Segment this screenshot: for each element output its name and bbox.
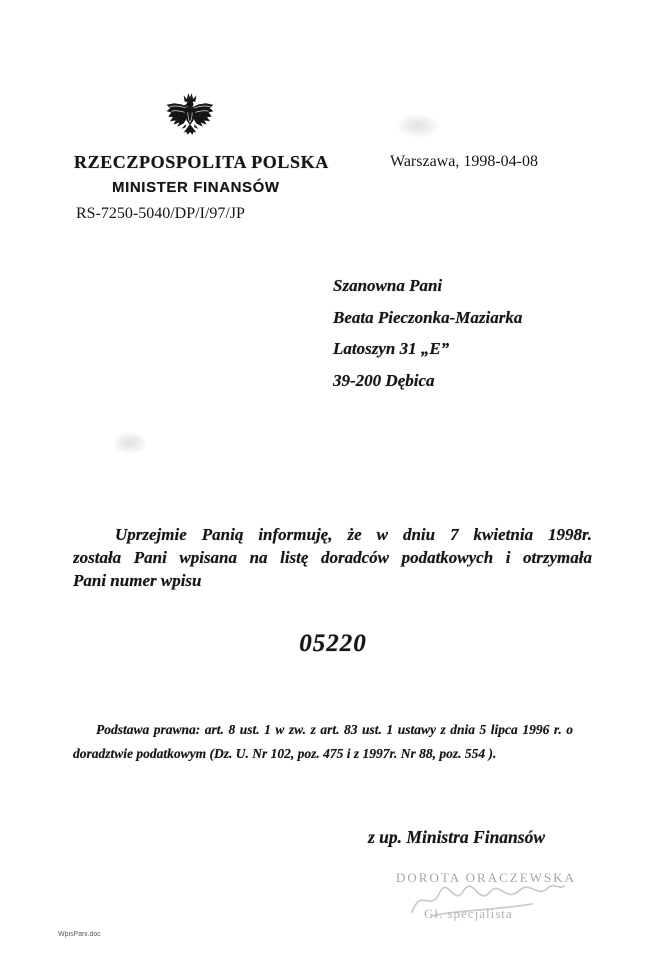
body-line-1: Uprzejmie Panią informuję, że w dniu 7 kwietnia 1998r. bbox=[115, 525, 592, 544]
body-line-2: została Pani wpisana na listę doradców podatkowych i otrzymała bbox=[73, 548, 592, 567]
reference-number: RS-7250-5040/DP/I/97/JP bbox=[76, 205, 245, 222]
scan-smudge bbox=[398, 115, 438, 137]
body-line-3: Pani numer wpisu bbox=[73, 571, 202, 590]
place-and-date: Warszawa, 1998-04-08 bbox=[390, 153, 538, 170]
recipient-address: Latoszyn 31 „E” bbox=[333, 339, 450, 358]
footer-filename: WpisPani.doc bbox=[58, 931, 101, 938]
recipient-name: Beata Pieczonka-Maziarka bbox=[333, 307, 523, 327]
recipient-salutation: Szanowna Pani bbox=[333, 276, 443, 295]
minister-title: MINISTER FINANSÓW bbox=[112, 179, 280, 196]
recipient-postal-city: 39-200 Dębica bbox=[333, 370, 435, 390]
signer-title: Gł. specjalista bbox=[424, 906, 513, 921]
legal-basis-line-2: doradztwie podatkowym (Dz. U. Nr 102, poz. 475 i z 1997r. Nr 88, poz. 554 ). bbox=[73, 746, 497, 761]
country-name: RZECZPOSPOLITA POLSKA bbox=[74, 152, 329, 172]
signature-authority: z up. Ministra Finansów bbox=[368, 827, 546, 847]
legal-basis-line-1: Podstawa prawna: art. 8 ust. 1 w zw. z art. 83 ust. 1 ustawy z dnia 5 lipca 1996 r. o bbox=[96, 722, 573, 737]
recipient-block bbox=[333, 270, 522, 396]
scan-smudge bbox=[114, 433, 146, 453]
polish-eagle-emblem-icon bbox=[163, 90, 217, 156]
entry-number: 05220 bbox=[299, 630, 367, 657]
signer-name-stamp: DOROTA ORACZEWSKA bbox=[396, 870, 576, 885]
